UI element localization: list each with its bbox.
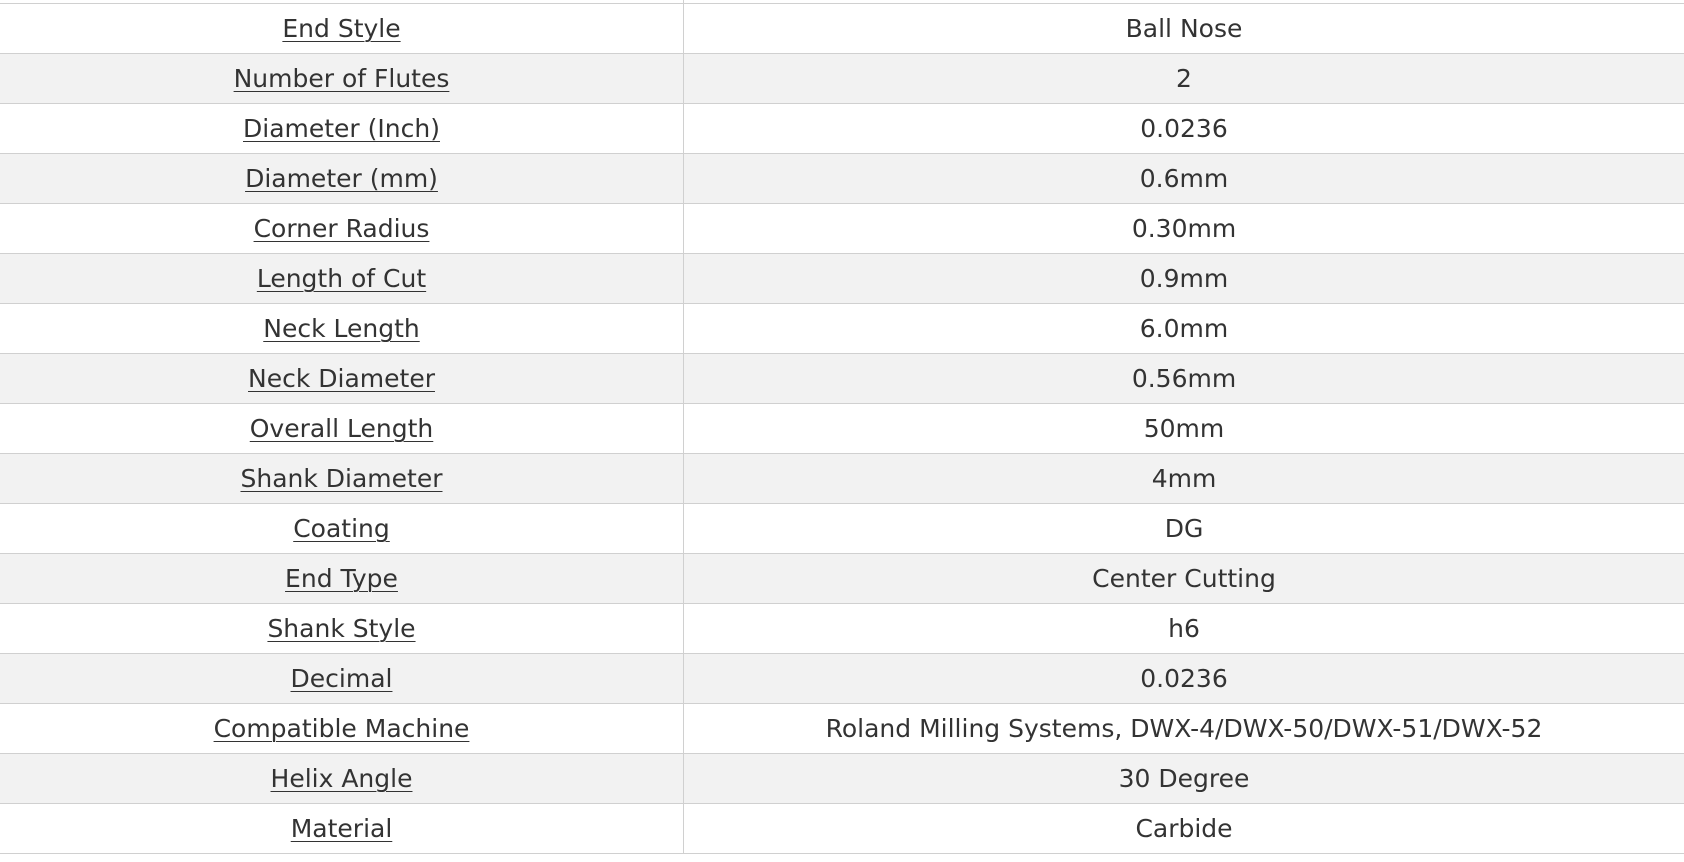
spec-label-link[interactable]: Helix Angle (270, 764, 413, 793)
spec-label-cell (0, 704, 684, 754)
spec-value-cell: 0.56mm (684, 354, 1684, 404)
spec-label-cell (0, 254, 684, 304)
spec-label-link[interactable]: Compatible Machine (213, 714, 470, 743)
spec-value-cell: 0.0236 (684, 654, 1684, 704)
spec-label-link[interactable]: Shank Diameter (240, 464, 443, 493)
spec-label-link[interactable]: End Type (285, 564, 398, 593)
table-row (0, 354, 1684, 404)
spec-label-cell (0, 404, 684, 454)
table-row (0, 454, 1684, 504)
spec-label-cell (0, 304, 684, 354)
spec-label-cell (0, 604, 684, 654)
spec-label-cell (0, 754, 684, 804)
spec-label-link[interactable]: Diameter (Inch) (243, 114, 440, 143)
spec-value-cell: Ball Nose (684, 4, 1684, 54)
spec-label-link[interactable]: Corner Radius (253, 214, 430, 243)
table-row (0, 104, 1684, 154)
spec-value-cell: 0.0236 (684, 104, 1684, 154)
spec-label-cell (0, 504, 684, 554)
table-row (0, 704, 1684, 754)
table-row (0, 204, 1684, 254)
table-row (0, 304, 1684, 354)
spec-label-link[interactable]: Decimal (290, 664, 393, 693)
table-row (0, 4, 1684, 54)
spec-value-cell: Roland Milling Systems, DWX-4/DWX-50/DWX-51/DWX-52 (684, 704, 1684, 754)
spec-value-cell: 0.9mm (684, 254, 1684, 304)
spec-value-cell: Carbide (684, 804, 1684, 854)
spec-label-cell (0, 654, 684, 704)
table-row (0, 404, 1684, 454)
table-row (0, 754, 1684, 804)
spec-value-cell: 2 (684, 54, 1684, 104)
table-row (0, 604, 1684, 654)
spec-label-link[interactable]: Shank Style (267, 614, 416, 643)
spec-label-link[interactable]: End Style (282, 14, 401, 43)
spec-value-cell: DG (684, 504, 1684, 554)
spec-label-cell (0, 104, 684, 154)
spec-label-cell (0, 804, 684, 854)
specifications-table-body (0, 4, 1684, 854)
table-row (0, 504, 1684, 554)
spec-label-cell (0, 354, 684, 404)
table-row (0, 654, 1684, 704)
spec-value-cell: 4mm (684, 454, 1684, 504)
spec-value-cell: Center Cutting (684, 554, 1684, 604)
table-row (0, 804, 1684, 854)
spec-label-link[interactable]: Overall Length (249, 414, 434, 443)
spec-value-cell: 50mm (684, 404, 1684, 454)
spec-label-link[interactable]: Diameter (mm) (245, 164, 438, 193)
spec-label-cell (0, 454, 684, 504)
spec-label-cell (0, 554, 684, 604)
spec-label-link[interactable]: Number of Flutes (233, 64, 450, 93)
spec-value-cell: 0.30mm (684, 204, 1684, 254)
table-row (0, 554, 1684, 604)
specifications-table (0, 4, 1684, 854)
spec-label-link[interactable]: Material (290, 814, 393, 843)
spec-value-cell: 6.0mm (684, 304, 1684, 354)
table-row (0, 154, 1684, 204)
spec-value-cell: 30 Degree (684, 754, 1684, 804)
table-row (0, 54, 1684, 104)
spec-label-cell (0, 204, 684, 254)
spec-label-cell (0, 4, 684, 54)
spec-value-cell: 0.6mm (684, 154, 1684, 204)
spec-label-link[interactable]: Length of Cut (256, 264, 427, 293)
spec-label-cell (0, 54, 684, 104)
spec-label-link[interactable]: Neck Length (263, 314, 420, 343)
spec-value-cell: h6 (684, 604, 1684, 654)
table-row (0, 254, 1684, 304)
spec-label-link[interactable]: Coating (293, 514, 390, 543)
spec-label-link[interactable]: Neck Diameter (248, 364, 435, 393)
spec-label-cell (0, 154, 684, 204)
